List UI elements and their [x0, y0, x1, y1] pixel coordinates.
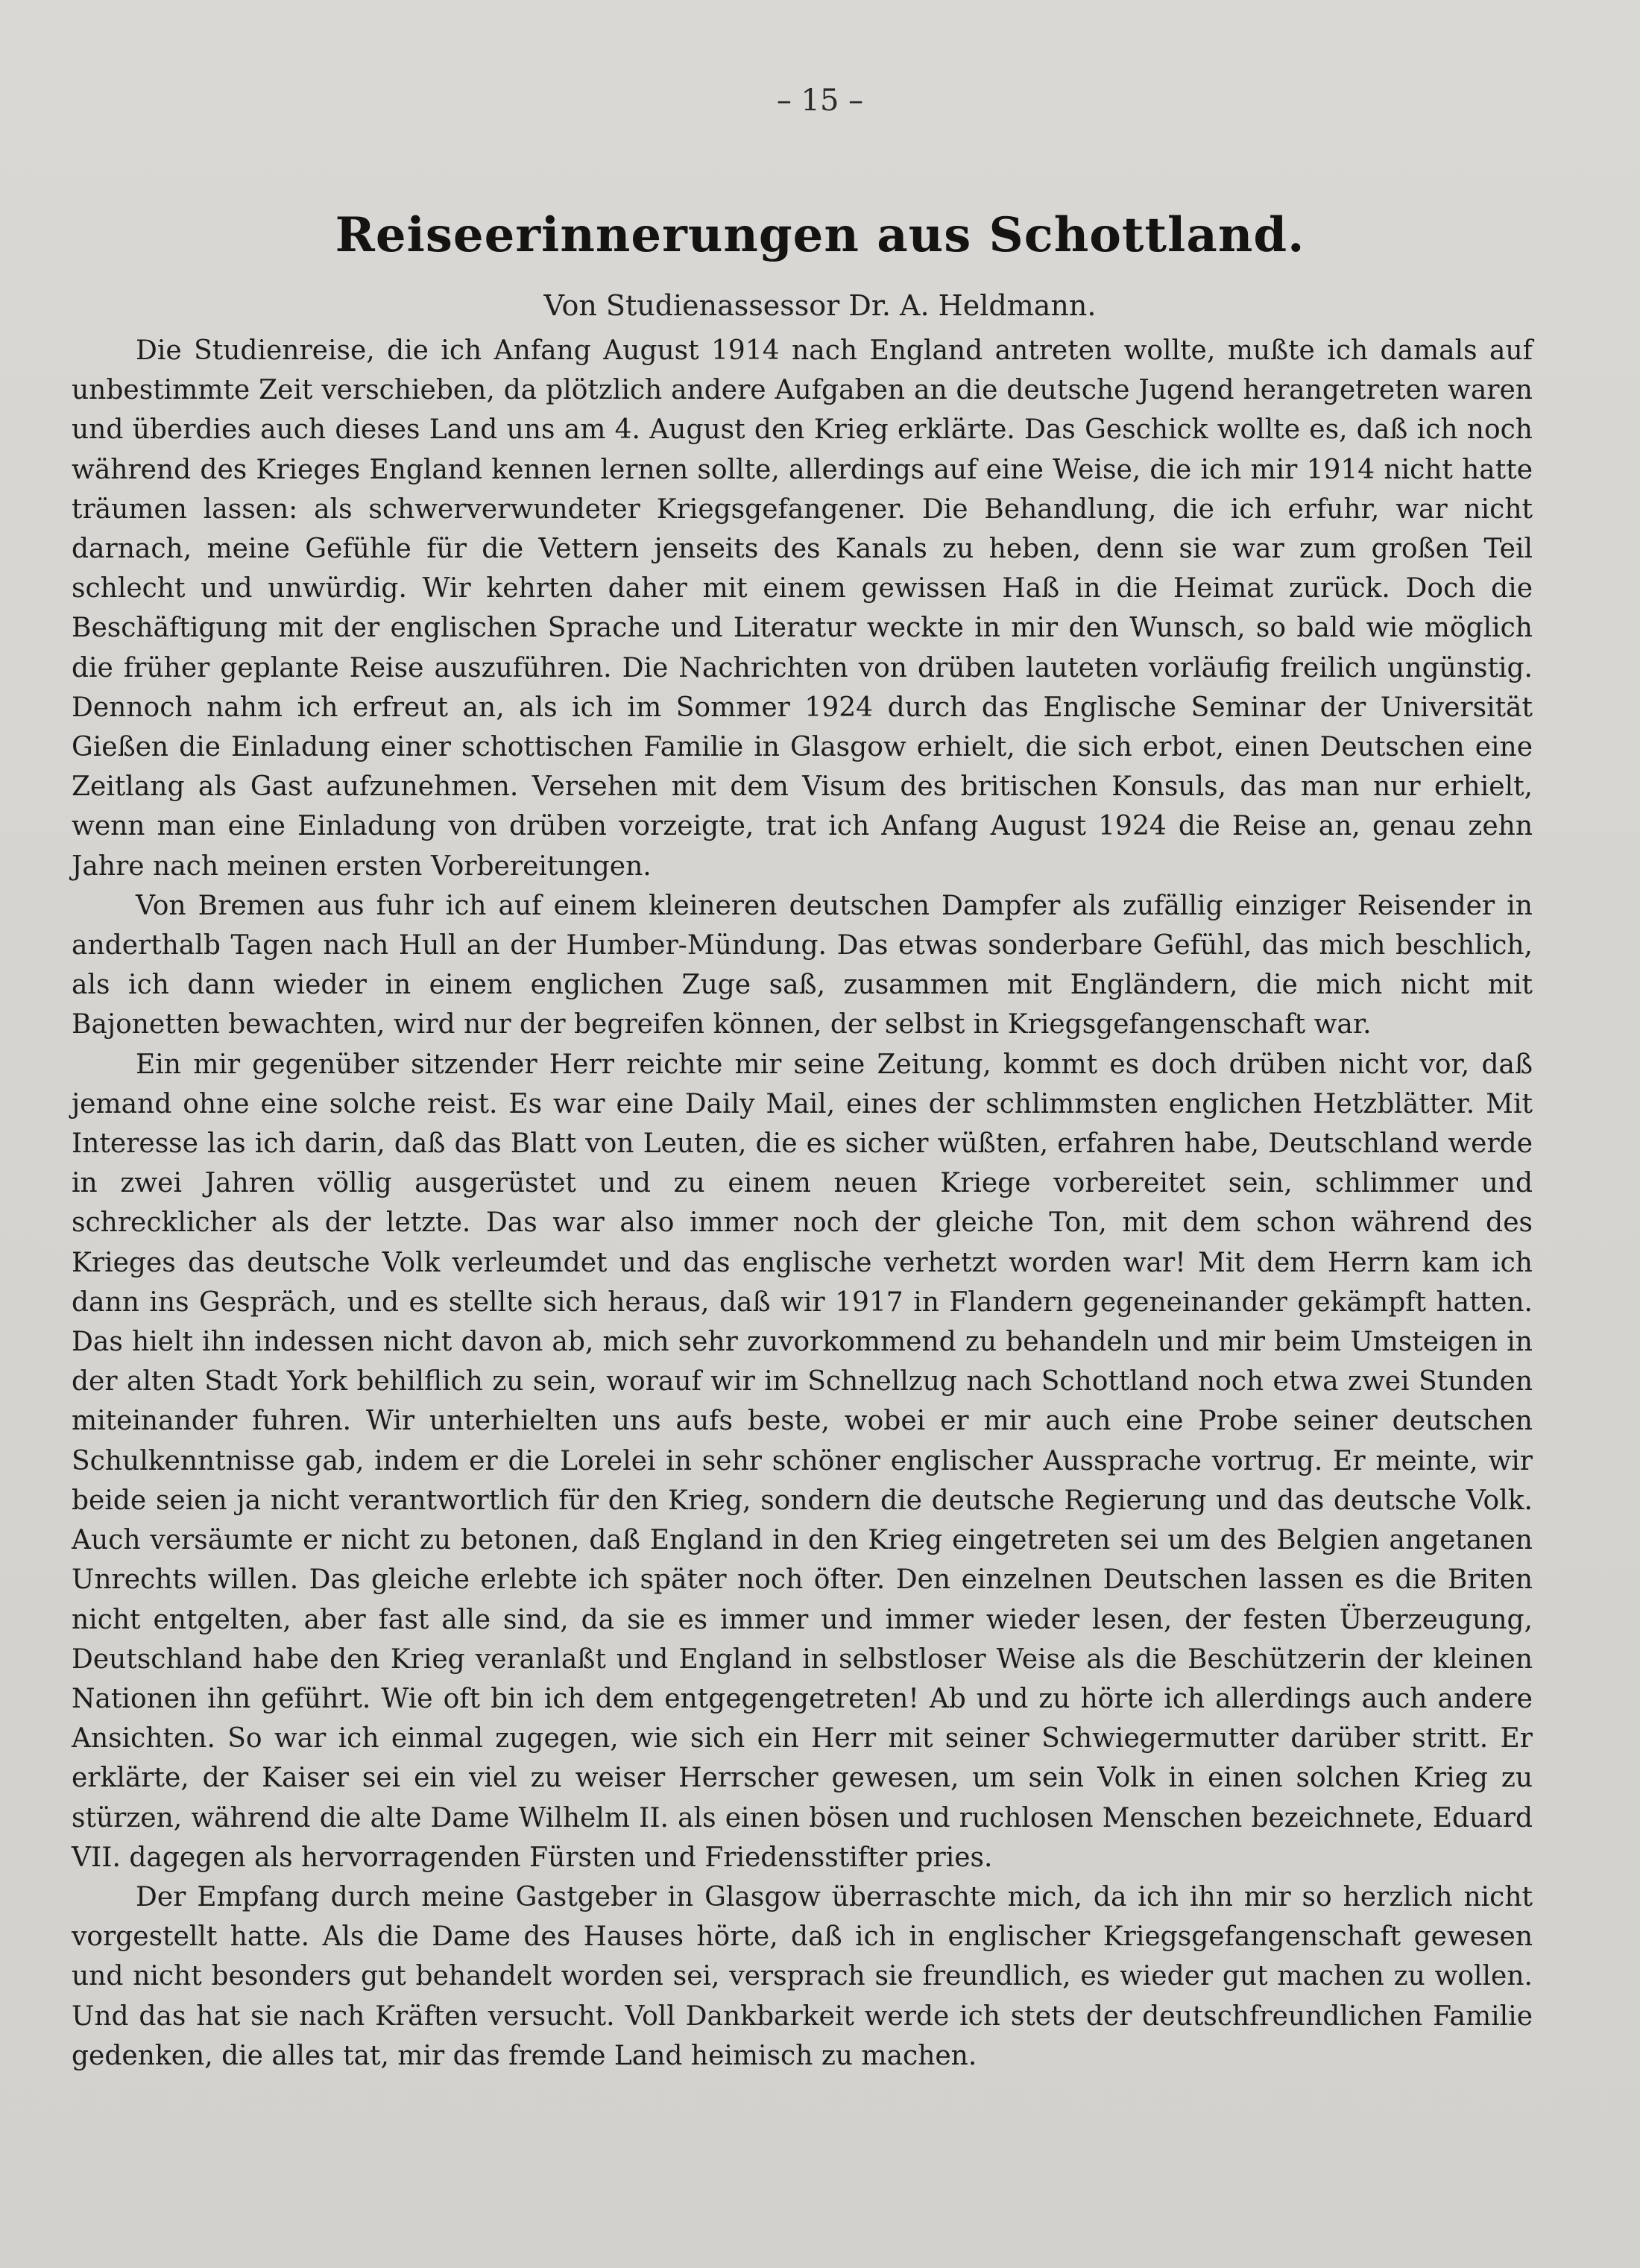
article-body — [72, 331, 1533, 2076]
article-byline: Von Studienassessor Dr. A. Heldmann. — [543, 289, 1097, 322]
paragraph-1: Die Studienreise, die ich Anfang August 1914 nach England antreten wollte, mußte ich damals auf unbestimmte Zeit verschieben, da plötzlich andere Aufgaben an die deutsche Jugend herangetreten waren und überdies auch dieses Land uns am 4. August den Krieg erklärte. Das Geschick wollte es, daß ich noch während des Krieges England kennen lernen sollte, allerdings auf eine Weise, die ich mir 1914 nicht hatte träumen lassen: als schwerverwundeter Kriegsgefangener. Die Behandlung, die ich erfuhr, war nicht darnach, meine Gefühle für die Vettern jenseits des Kanals zu heben, denn sie war zum großen Teil schlecht und unwürdig. Wir kehrten daher mit einem gewissen Haß in die Heimat zurück. Doch die Beschäftigung mit der englischen Sprache und Literatur weckte in mir den Wunsch, so bald wie möglich die früher geplante Reise auszuführen. Die Nachrichten von drüben lauteten vorläufig freilich ungünstig. Dennoch nahm ich erfreut an, als ich im Sommer 1924 durch das Englische Seminar der Universität Gießen die Einladung einer schottischen Familie in Glasgow erhielt, die sich erbot, einen Deutschen eine Zeitlang als Gast aufzunehmen. Versehen mit dem Visum des britischen Konsuls, das man nur erhielt, wenn man eine Einladung von drüben vorzeigte, trat ich Anfang August 1924 die Reise an, genau zehn Jahre nach meinen ersten Vorbereitungen. — [72, 335, 1533, 882]
paragraph-4: Der Empfang durch meine Gastgeber in Glasgow überraschte mich, da ich ihn mir so herzlich nicht vorgestellt hatte. Als die Dame des Hauses hörte, daß ich in englischer Kriegsgefangenschaft gewesen und nicht besonders gut behandelt worden sei, versprach sie freundlich, es wieder gut machen zu wollen. Und das hat sie nach Kräften versucht. Voll Dankbarkeit werde ich stets der deutschfreundlichen Familie gedenken, die alles tat, mir das fremde Land heimisch zu machen. — [72, 1881, 1533, 2071]
article-title: Reiseerinnerungen aus Schottland. — [335, 207, 1305, 263]
page-number: – 15 – — [776, 83, 864, 118]
paragraph-2: Von Bremen aus fuhr ich auf einem kleineren deutschen Dampfer als zufällig einziger Reisender in anderthalb Tagen nach Hull an der Humber-Mündung. Das etwas sonderbare Gefühl, das mich beschlich, als ich dann wieder in einem englichen Zuge saß, zusammen mit Engländern, die mich nicht mit Bajonetten bewachten, wird nur der begreifen können, der selbst in Kriegsgefangenschaft war. — [72, 890, 1533, 1040]
paragraph-3: Ein mir gegenüber sitzender Herr reichte mir seine Zeitung, kommt es doch drüben nicht vor, daß jemand ohne eine solche reist. Es war eine Daily Mail, eines der schlimmsten englichen Hetzblätter. Mit Interesse las ich darin, daß das Blatt von Leuten, die es sicher wüßten, erfahren habe, Deutschland werde in zwei Jahren völlig ausgerüstet und zu einem neuen Kriege vorbereitet sein, schlimmer und schrecklicher als der letzte. Das war also immer noch der gleiche Ton, mit dem schon während des Krieges das deutsche Volk verleumdet und das englische verhetzt worden war! Mit dem Herrn kam ich dann ins Gespräch, und es stellte sich heraus, daß wir 1917 in Flandern gegeneinander gekämpft hatten. Das hielt ihn indessen nicht davon ab, mich sehr zuvorkommend zu behandeln und mir beim Umsteigen in der alten Stadt York behilflich zu sein, worauf wir im Schnellzug nach Schottland noch etwa zwei Stunden miteinander fuhren. Wir unterhielten uns aufs beste, wobei er mir auch eine Probe seiner deutschen Schulkenntnisse gab, indem er die Lorelei in sehr schöner englischer Aussprache vortrug. Er meinte, wir beide seien ja nicht verantwortlich für den Krieg, sondern die deutsche Regierung und das deutsche Volk. Auch versäumte er nicht zu betonen, daß England in den Krieg eingetreten sei um des Belgien angetanen Unrechts willen. Das gleiche erlebte ich später noch öfter. Den einzelnen Deutschen lassen es die Briten nicht entgelten, aber fast alle sind, da sie es immer und immer wieder lesen, der festen Überzeugung, Deutschland habe den Krieg veranlaßt und England in selbstloser Weise als die Beschützerin der kleinen Nationen ihn geführt. Wie oft bin ich dem entgegengetreten! Ab und zu hörte ich allerdings auch andere Ansichten. So war ich einmal zugegen, wie sich ein Herr mit seiner Schwiegermutter darüber stritt. Er erklärte, der Kaiser sei ein viel zu weiser Herrscher gewesen, um sein Volk in einen solchen Krieg zu stürzen, während die alte Dame Wilhelm II. als einen bösen und ruchlosen Menschen bezeichnete, Eduard VII. dagegen als hervorragenden Fürsten und Friedensstifter pries. — [72, 1049, 1533, 1873]
